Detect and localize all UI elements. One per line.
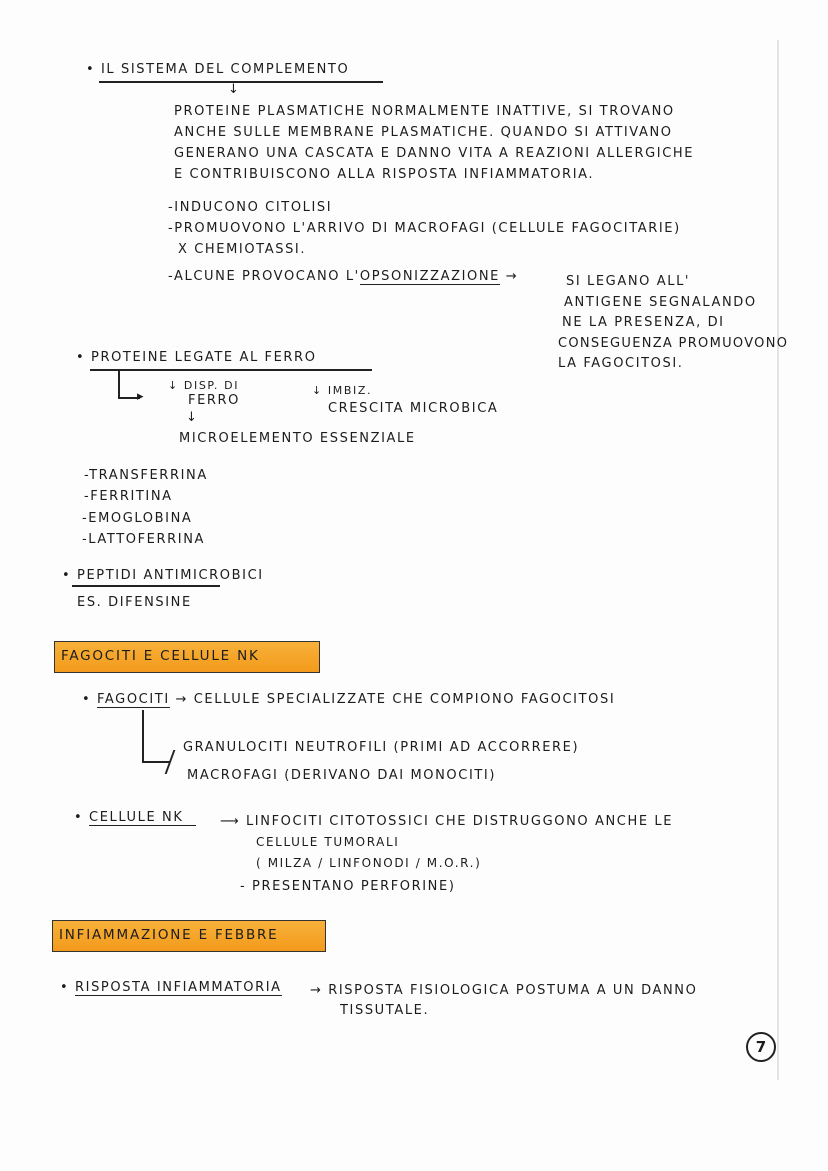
infiammazione-term: RISPOSTA INFIAMMATORIA — [75, 980, 282, 995]
opsonization-desc: LA FAGOCITOSI. — [558, 356, 684, 371]
arrow-right-icon: ▸ — [137, 389, 144, 404]
infiammazione-desc: → RISPOSTA FISIOLOGICA POSTUMA A UN DANNO — [310, 983, 698, 998]
paragraph-line: GENERANO UNA CASCATA E DANNO VITA A REAZIONI ALLERGICHE — [174, 146, 695, 161]
underline — [99, 81, 383, 83]
list-item: -EMOGLOBINA — [82, 511, 193, 526]
opsonization-line — [168, 269, 518, 285]
section-title-infiammazione: INFIAMMAZIONE E FEBBRE — [52, 920, 326, 952]
page-number: 7 — [746, 1032, 776, 1062]
opsonization-term: OPSONIZZAZIONE — [359, 269, 500, 284]
infiammazione-desc: TISSUTALE. — [340, 1003, 430, 1018]
list-item: -TRANSFERRINA — [84, 468, 208, 483]
nk-line: - PRESENTANO PERFORINE) — [240, 879, 456, 894]
branch-iron: ↓ DISP. DI — [168, 379, 240, 392]
fagociti-term: FAGOCITI — [97, 692, 170, 707]
branch-growth: ↓ IMBIZ. — [312, 384, 373, 397]
example: ES. DIFENSINE — [77, 595, 192, 610]
arrow-down-icon: ↓ — [228, 82, 239, 97]
nk-line: ⟶ LINFOCITI CITOTOSSICI CHE DISTRUGGONO ANCHE LE — [220, 814, 674, 829]
paragraph-line: PROTEINE PLASMATICHE NORMALMENTE INATTIVE, SI TROVANO — [174, 104, 675, 119]
arrow-right-icon: → — [505, 269, 519, 284]
list-item: -LATTOFERRINA — [82, 532, 206, 547]
underline — [72, 585, 220, 587]
nk-line: ( MILZA / LINFONODI / M.O.R.) — [256, 856, 482, 870]
section-title-fagociti: FAGOCITI E CELLULE NK — [54, 641, 320, 673]
page-edge — [777, 40, 779, 1080]
opsonization-desc: ANTIGENE SEGNALANDO — [564, 295, 757, 310]
point: -INDUCONO CITOLISI — [168, 200, 333, 215]
point: -PROMUOVONO L'ARRIVO DI MACROFAGI (CELLULE FAGOCITARIE) — [168, 221, 681, 236]
fagociti-line: • FAGOCITI → CELLULE SPECIALIZZATE CHE COMPIONO FAGOCITOSI — [82, 692, 616, 707]
nk-term: CELLULE NK — [89, 810, 195, 826]
tree-line — [142, 710, 144, 762]
heading-complemento: • IL SISTEMA DEL COMPLEMENTO — [86, 62, 350, 77]
nk-line: CELLULE TUMORALI — [256, 835, 400, 849]
branch-iron: FERRO — [188, 393, 240, 408]
tree-line — [118, 370, 120, 398]
list-item: -FERRITINA — [84, 489, 173, 504]
sub-note: MICROELEMENTO ESSENZIALE — [179, 431, 416, 446]
heading-ferro: • PROTEINE LEGATE AL FERRO — [76, 350, 317, 365]
fagocita-type: GRANULOCITI NEUTROFILI (PRIMI AD ACCORRERE) — [183, 740, 580, 755]
fagociti-desc: → CELLULE SPECIALIZZATE CHE COMPIONO FAGOCITOSI — [175, 692, 616, 707]
paragraph-line: ANCHE SULLE MEMBRANE PLASMATICHE. QUANDO SI ATTIVANO — [174, 125, 673, 140]
opsonization-desc: CONSEGUENZA PROMUOVONO — [558, 336, 789, 351]
fagocita-type: MACROFAGI (DERIVANO DAI MONOCITI) — [187, 768, 497, 783]
heading-peptidi: • PEPTIDI ANTIMICROBICI — [62, 568, 264, 583]
branch-growth: CRESCITA MICROBICA — [328, 401, 499, 416]
opsonization-desc: SI LEGANO ALL' — [566, 274, 691, 289]
arrow-down-icon: ↓ — [186, 410, 197, 425]
nk-heading: • CELLULE NK — [74, 810, 196, 826]
underline — [90, 369, 372, 371]
point: X CHEMIOTASSI. — [178, 242, 307, 257]
opsonization-prefix: -ALCUNE PROVOCANO L' — [168, 269, 360, 284]
infiammazione-heading: • RISPOSTA INFIAMMATORIA — [60, 980, 282, 995]
opsonization-desc: NE LA PRESENZA, DI — [562, 315, 725, 330]
paragraph-line: E CONTRIBUISCONO ALLA RISPOSTA INFIAMMATORIA. — [174, 167, 595, 182]
tree-line — [142, 761, 170, 763]
